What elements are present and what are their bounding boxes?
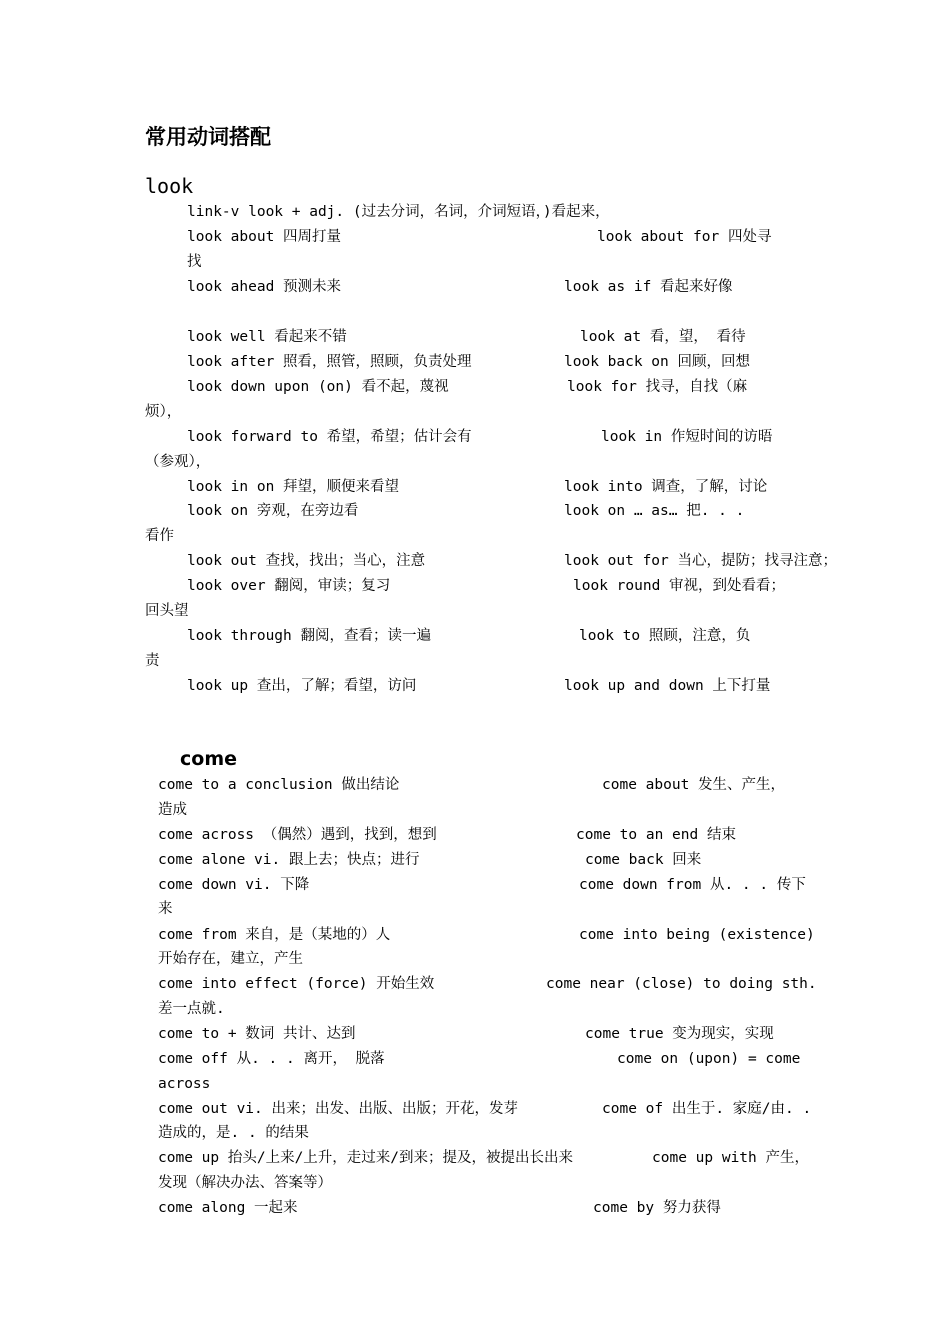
look-left-11: look through 翻阅，查看；读一遍	[187, 628, 431, 644]
look-left-2: look ahead 预测未来	[187, 279, 342, 295]
come-wrap-2: 来	[158, 901, 173, 917]
look-right-4: look back on 回顾，回想	[564, 354, 750, 370]
look-wrap-6: 责	[145, 653, 160, 669]
come-left-7: come to + 数词 共计、达到	[158, 1026, 356, 1042]
look-wrap-2: 烦），	[145, 404, 182, 420]
come-right-6: come near (close) to doing sth.	[546, 976, 817, 992]
come-right-11: come by 努力获得	[593, 1200, 721, 1216]
come-right-7: come true 变为现实，实现	[585, 1026, 774, 1042]
look-left-10: look over 翻阅，审读；复习	[187, 578, 391, 594]
section-heading-come: come	[180, 748, 237, 770]
come-wrap-4: 差一点就.	[158, 1001, 225, 1017]
come-right-10: come up with 产生，	[652, 1150, 809, 1166]
come-left-11: come along 一起来	[158, 1200, 298, 1216]
look-wrap-4: 看作	[145, 528, 174, 544]
look-wrap-1: 找	[187, 254, 202, 270]
come-right-1: come about 发生、产生，	[602, 777, 786, 793]
come-right-8: come on (upon) = come	[617, 1051, 801, 1067]
come-right-4: come down from 从. . . 传下	[579, 877, 806, 893]
come-right-9: come of 出生于. 家庭/由. .	[602, 1101, 812, 1117]
look-right-10: look round 审视，到处看看；	[573, 578, 786, 594]
look-right-11: look to 照顾，注意，负	[579, 628, 751, 644]
come-wrap-1: 造成	[158, 802, 187, 818]
come-right-3: come back 回来	[585, 852, 702, 868]
look-left-12: look up 查出，了解；看望，访问	[187, 678, 417, 694]
look-left-4: look after 照看，照管，照顾，负责处理	[187, 354, 472, 370]
come-left-2: come across （偶然）遇到，找到，想到	[158, 827, 437, 843]
look-left-6: look forward to 希望，希望；估计会有	[187, 429, 472, 445]
come-wrap-3: 开始存在，建立，产生	[158, 951, 303, 967]
look-left-1: look about 四周打量	[187, 229, 342, 245]
come-left-8: come off 从. . . 离开， 脱落	[158, 1051, 385, 1067]
come-wrap-5: across	[158, 1076, 211, 1092]
look-right-5: look for 找寻，自找（麻	[567, 379, 748, 395]
look-right-12: look up and down 上下打量	[564, 678, 771, 694]
come-wrap-7: 发现（解决办法、答案等）	[158, 1175, 332, 1191]
look-right-8: look on … as… 把. . .	[564, 503, 745, 519]
look-right-7: look into 调查，了解，讨论	[564, 479, 768, 495]
look-left-8: look on 旁观，在旁边看	[187, 503, 359, 519]
come-right-5: come into being (existence)	[579, 927, 815, 943]
look-wrap-5: 回头望	[145, 603, 189, 619]
look-left-3: look well 看起来不错	[187, 329, 347, 345]
look-left-5: look down upon (on) 看不起，蔑视	[187, 379, 449, 395]
look-left-9: look out 查找，找出；当心，注意	[187, 553, 426, 569]
section-heading-look: look	[145, 174, 194, 198]
look-right-6: look in 作短时间的访晤	[601, 429, 773, 445]
come-left-6: come into effect (force) 开始生效	[158, 976, 435, 992]
look-intro: link-v look + adj. (过去分词，名词，介词短语，)看起来，	[187, 204, 610, 220]
look-left-7: look in on 拜望，顺便来看望	[187, 479, 400, 495]
come-wrap-6: 造成的，是. . 的结果	[158, 1125, 309, 1141]
come-left-4: come down vi. 下降	[158, 877, 310, 893]
look-wrap-3: （参观），	[145, 454, 211, 470]
look-right-3: look at 看，望， 看待	[580, 329, 746, 345]
come-left-10: come up 抬头/上来/上升，走过来/到来；提及，被提出长出来	[158, 1150, 574, 1166]
look-right-2: look as if 看起来好像	[564, 279, 733, 295]
look-right-9: look out for 当心，提防；找寻注意；	[564, 553, 837, 569]
come-left-5: come from 来自，是（某地的）人	[158, 927, 391, 943]
look-right-1: look about for 四处寻	[597, 229, 772, 245]
come-right-2: come to an end 结束	[576, 827, 736, 843]
come-left-9: come out vi. 出来；出发、出版、出版；开花，发芽	[158, 1101, 518, 1117]
come-left-3: come alone vi. 跟上去；快点；进行	[158, 852, 420, 868]
page-title: 常用动词搭配	[145, 125, 271, 149]
come-left-1: come to a conclusion 做出结论	[158, 777, 400, 793]
